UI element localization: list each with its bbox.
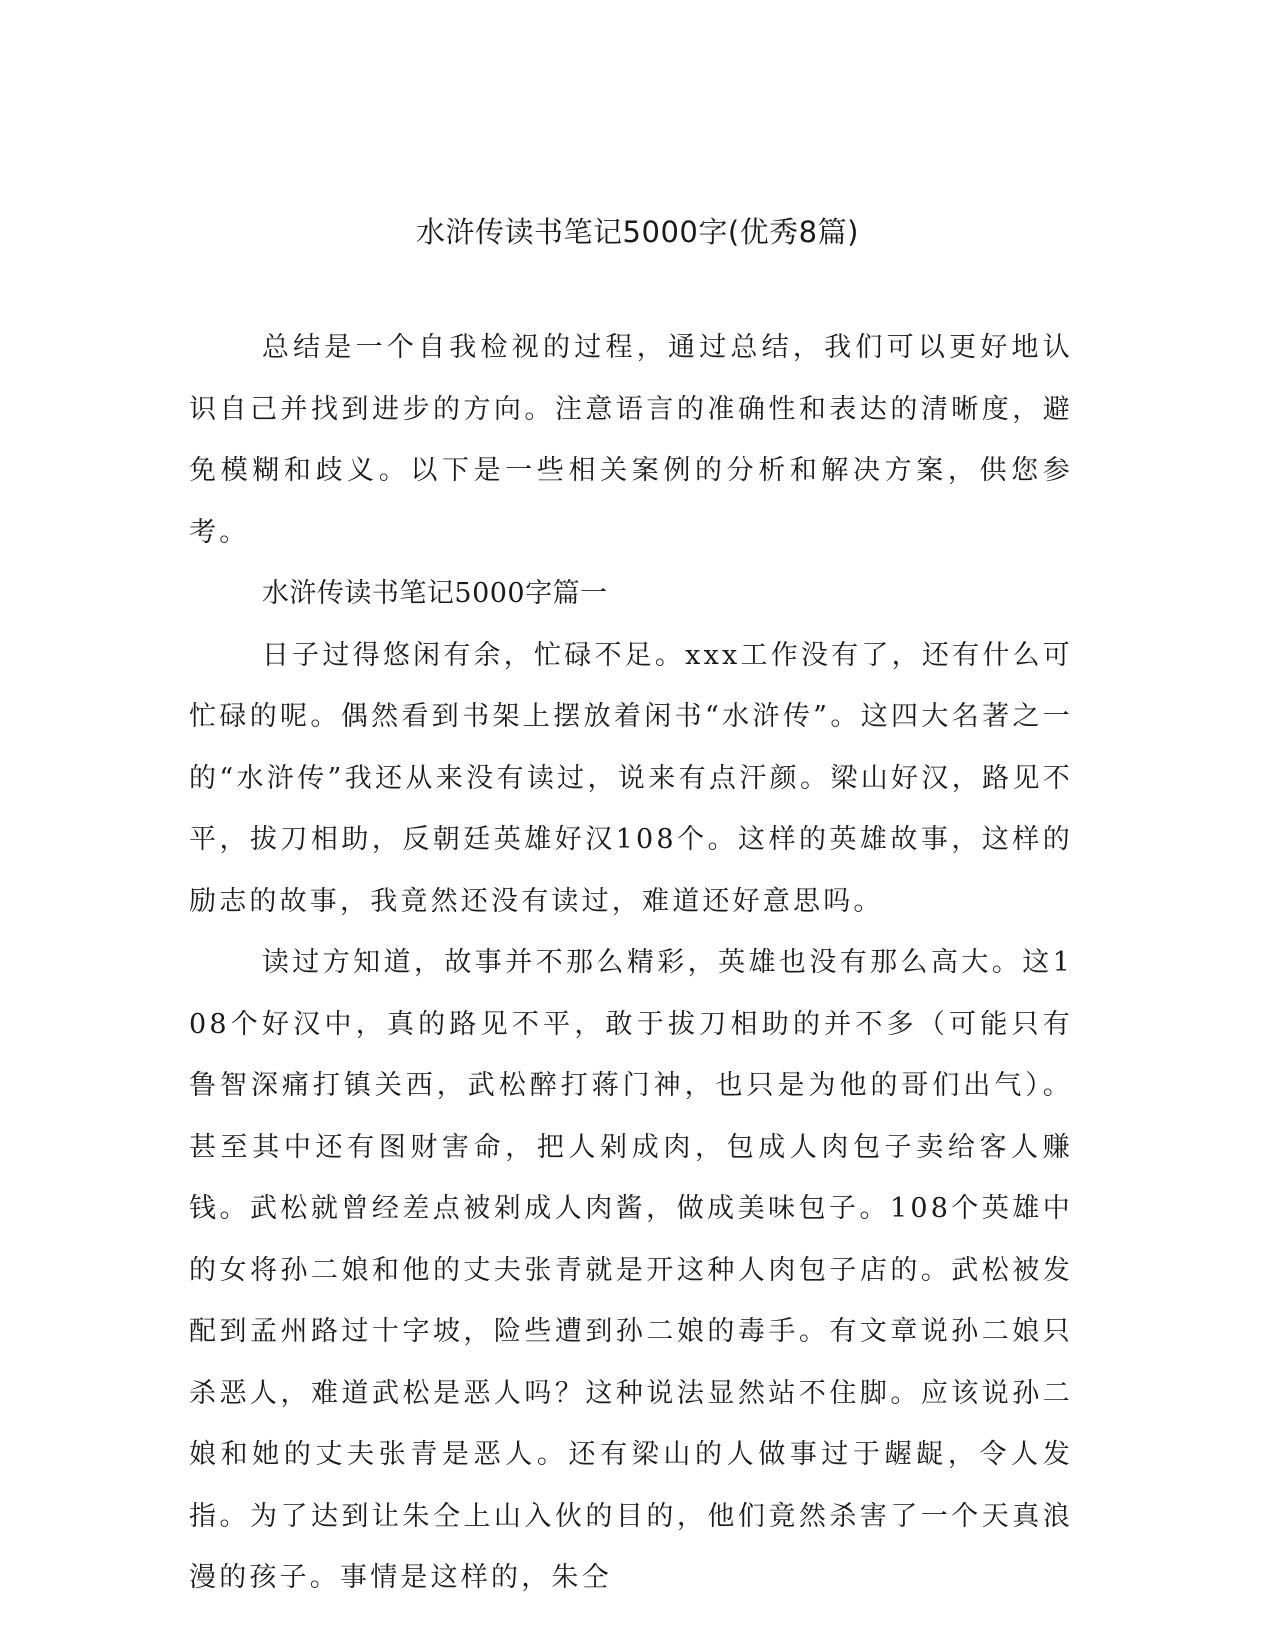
section-heading: 水浒传读书笔记5000字篇一 xyxy=(261,578,608,609)
intro-paragraph: 总结是一个自我检视的过程，通过总结，我们可以更好地认识自己并找到进步的方向。注意语言的准确性和表达的清晰度，避免模糊和歧义。以下是一些相关案例的分析和解决方案，供您参考。 xyxy=(189,332,1073,548)
body-paragraph: 读过方知道，故事并不那么精彩，英雄也没有那么高大。这108个好汉中，真的路见不平，敢于拔刀相助的并不多（可能只有鲁智深痛打镇关西，武松醉打蒋门神，也只是为他的哥们出气）。甚至其中还有图财害命，把人剁成肉，包成人肉包子卖给客人赚钱。武松就曾经差点被剁成人肉酱，做成美味包子。108个英雄中的女将孙二娘和他的丈夫张青就是开这种人肉包子店的。武松被发配到孟州路过十字坡，险些遭到孙二娘的毒手。有文章说孙二娘只杀恶人，难道武松是恶人吗？这种说法显然站不住脚。应该说孙二娘和她的丈夫张青是恶人。还有梁山的人做事过于龌龊，令人发指。为了达到让朱仝上山入伙的目的，他们竟然杀害了一个天真浪漫的孩子。事情是这样的，朱仝 xyxy=(189,947,1073,1593)
body-paragraph: 日子过得悠闲有余，忙碌不足。xxx工作没有了，还有什么可忙碌的呢。偶然看到书架上摆放着闲书“水浒传”。这四大名著之一的“水浒传”我还从来没有读过，说来有点汗颜。梁山好汉，路见不平，拔刀相助，反朝廷英雄好汉108个。这样的英雄故事，这样的励志的故事，我竟然还没有读过，难道还好意思吗。 xyxy=(189,639,1073,917)
document-body xyxy=(189,317,1073,1609)
document-title: 水浒传读书笔记5000字(优秀8篇) xyxy=(416,215,859,249)
